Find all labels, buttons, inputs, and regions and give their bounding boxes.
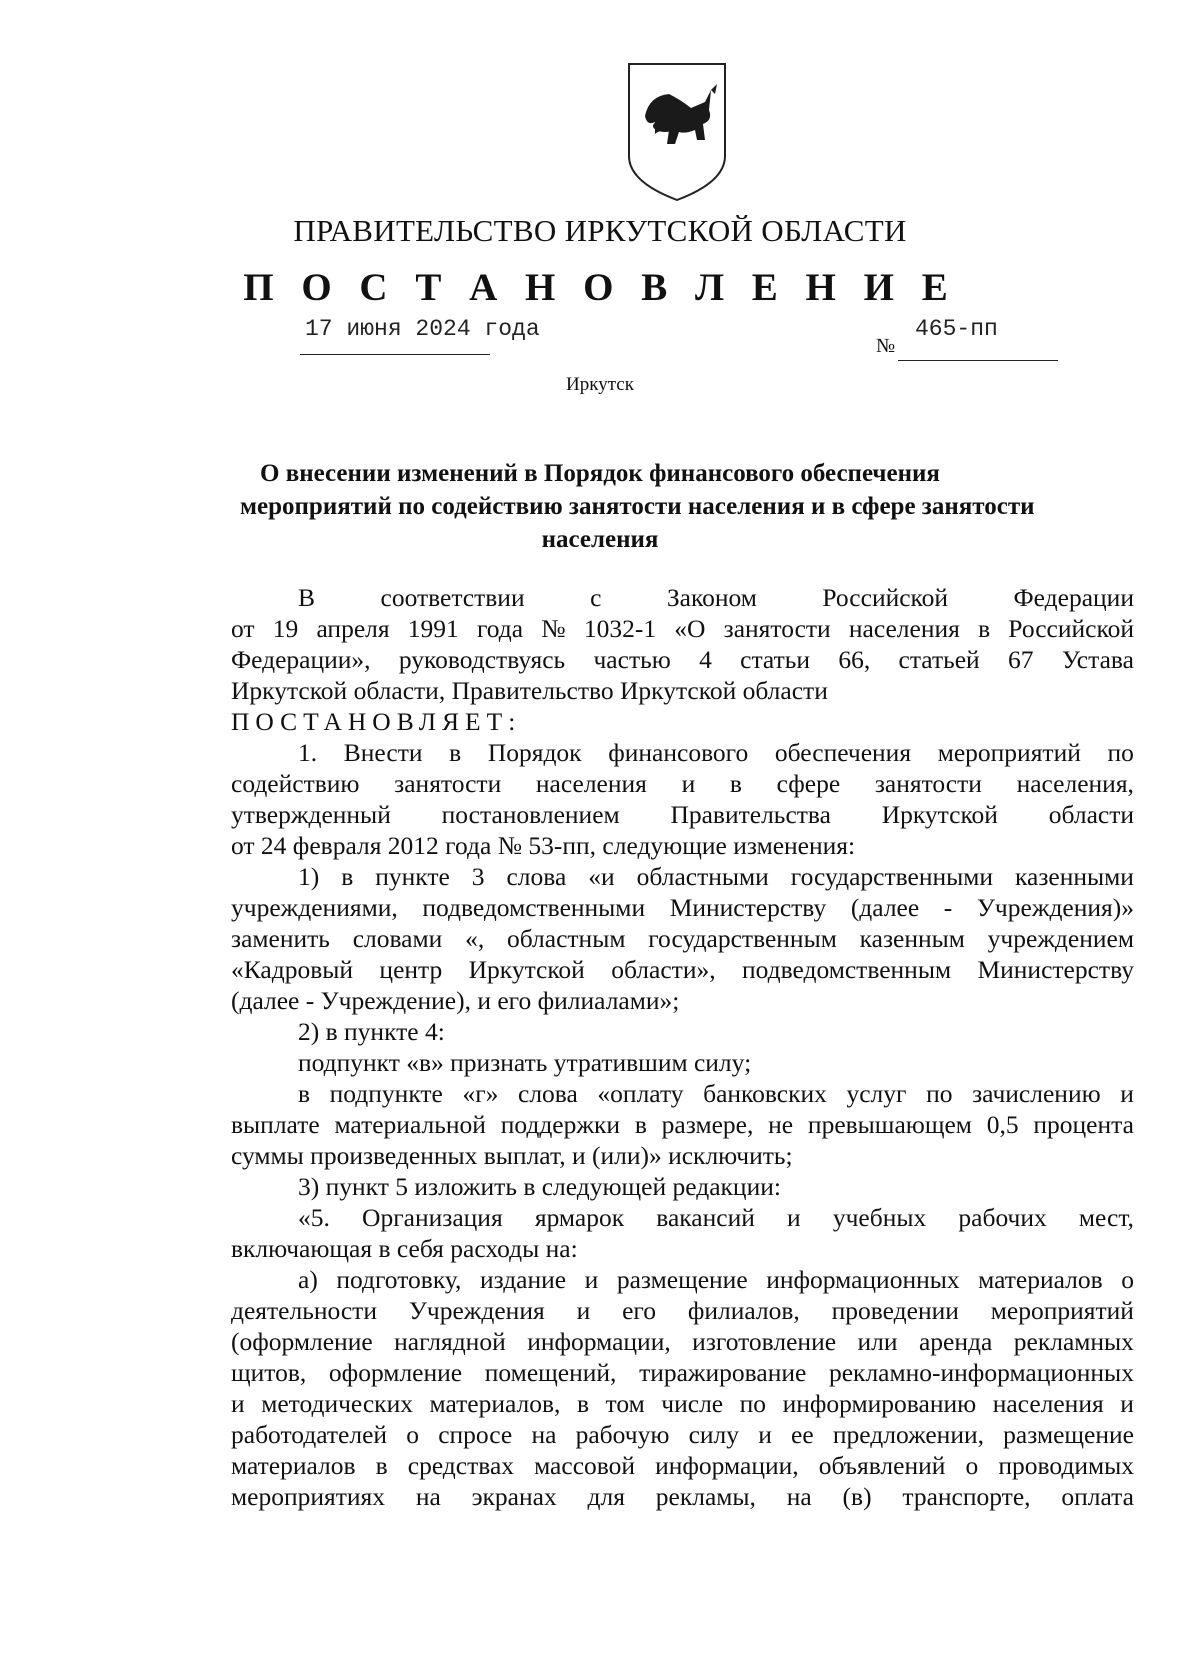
document-type: П О С Т А Н О В Л Е Н И Е <box>243 266 957 309</box>
body-word: предложении, <box>832 1420 984 1449</box>
body-word: Устава <box>1061 645 1134 674</box>
document-number: 465-пп <box>915 316 998 342</box>
body-word: материалов <box>231 1451 356 1480</box>
body-word: рабочих <box>958 1203 1047 1232</box>
body-word: превышающем <box>807 1110 972 1139</box>
body-word: мероприятиях <box>231 1482 385 1511</box>
body-word: ее <box>791 1420 814 1449</box>
body-word: словами <box>352 924 443 953</box>
body-word: мероприятий <box>990 1296 1134 1325</box>
body-word: пункте <box>375 862 450 891</box>
body-word: силу <box>688 1420 740 1449</box>
body-word: (далее - Учреждение), и его филиалами»; <box>231 986 680 1015</box>
body-word: оплата <box>1061 1482 1134 1511</box>
body-line <box>231 1202 1134 1233</box>
body-word: помещений, <box>484 1358 617 1387</box>
body-word: слова <box>518 1079 578 1108</box>
body-word: 2) в пункте 4: <box>298 1017 445 1046</box>
body-word: поддержки <box>500 1110 621 1139</box>
body-word: «, <box>465 924 485 953</box>
body-word: о <box>965 1451 979 1480</box>
body-word: о <box>406 1420 420 1449</box>
body-line <box>231 892 1134 923</box>
body-line <box>231 1078 1134 1109</box>
body-word: Министерству <box>669 893 827 922</box>
body-word: 3 <box>471 862 485 891</box>
body-line <box>231 1357 1134 1388</box>
document-date: 17 июня 2024 года <box>305 316 540 342</box>
body-word: филиалов, <box>687 1296 800 1325</box>
body-word: сфере <box>776 769 841 798</box>
body-word: Министерству <box>977 955 1134 984</box>
body-word: информационных <box>766 1265 960 1294</box>
body-line <box>231 954 1134 985</box>
body-word: в <box>341 862 354 891</box>
body-word: слова <box>506 862 567 891</box>
body-word: «О <box>674 614 706 643</box>
body-word: проводимых <box>998 1451 1134 1480</box>
body-line <box>231 1419 1134 1450</box>
body-word: 1032-1 <box>583 614 657 643</box>
body-word: объявлений <box>818 1451 946 1480</box>
body-word: издание <box>479 1265 567 1294</box>
body-word: - <box>943 893 953 922</box>
body-word: рекламно-информационных <box>828 1358 1134 1387</box>
body-word: тиражирование <box>639 1358 807 1387</box>
body-word: по <box>1107 738 1134 767</box>
body-word: на <box>415 1482 441 1511</box>
body-word: «5. <box>298 1203 330 1232</box>
number-underline <box>898 360 1058 361</box>
body-word: областными <box>636 862 769 891</box>
body-word: казенными <box>1015 862 1134 891</box>
body-word: рекламы, <box>655 1482 756 1511</box>
body-word: транспорте, <box>902 1482 1031 1511</box>
body-word: населения <box>535 769 647 798</box>
body-word: Иркутской <box>468 955 585 984</box>
body-word: подпункте <box>329 1079 443 1108</box>
body-word: или <box>857 1327 898 1356</box>
number-sign: № <box>876 335 896 357</box>
body-line <box>231 799 1134 830</box>
body-word: размещение <box>1003 1420 1134 1449</box>
body-word: подготовку, <box>336 1265 462 1294</box>
body-word: учебных <box>832 1203 927 1232</box>
body-word: том <box>605 1389 645 1418</box>
body-word: числе <box>661 1389 724 1418</box>
body-word: рекламных <box>1013 1327 1134 1356</box>
body-word: в <box>449 738 462 767</box>
body-word: и <box>584 1265 599 1294</box>
body-word: финансового <box>608 738 749 767</box>
body-word: «Кадровый <box>231 955 354 984</box>
body-word: его <box>622 1296 656 1325</box>
body-word: казенным <box>859 924 965 953</box>
body-line <box>231 923 1134 954</box>
body-word: с <box>590 583 602 612</box>
body-word: центр <box>379 955 443 984</box>
title-line: мероприятий по содействию занятости населения и в сфере занятости <box>240 493 1035 520</box>
body-word: массовой <box>534 1451 636 1480</box>
body-word: Российской <box>1008 614 1134 643</box>
body-word: населения <box>848 614 960 643</box>
body-word: областным <box>506 924 626 953</box>
body-word: в <box>634 1110 647 1139</box>
body-word: и <box>1120 1079 1134 1108</box>
body-word: и <box>681 769 696 798</box>
body-word: «оплату <box>597 1079 684 1108</box>
body-word: Федерации <box>1013 583 1134 612</box>
body-word: Иркутской <box>881 800 998 829</box>
body-word: подпункт «в» признать утратившим силу; <box>298 1048 752 1077</box>
body-word: области <box>1048 800 1134 829</box>
body-line <box>231 768 1134 799</box>
body-word: (оформление <box>231 1327 373 1356</box>
body-word: и <box>231 1389 245 1418</box>
body-line <box>231 737 1134 768</box>
body-word: в <box>729 769 742 798</box>
body-line <box>231 1481 1134 1512</box>
body-line <box>231 613 1134 644</box>
body-word: в <box>978 614 991 643</box>
body-line <box>231 1047 1134 1078</box>
body-line <box>231 1140 1134 1171</box>
body-word: 3) пункт 5 изложить в следующей редакции: <box>298 1172 781 1201</box>
body-word: 4 <box>699 645 712 674</box>
body-word: аренда <box>918 1327 993 1356</box>
body-word: и <box>787 1203 801 1232</box>
body-word: Российской <box>822 583 949 612</box>
body-word: на <box>531 1420 557 1449</box>
body-word: Иркутской области, Правительство Иркутской области <box>231 676 828 705</box>
body-word: размере, <box>661 1110 754 1139</box>
body-word: в <box>298 1079 311 1108</box>
body-word: государственным <box>648 924 837 953</box>
body-line <box>231 582 1134 613</box>
body-word: «и <box>588 862 615 891</box>
body-word: занятости <box>874 769 982 798</box>
body-line <box>231 830 1134 861</box>
body-line <box>231 1233 1134 1264</box>
body-word: населения, <box>1016 769 1134 798</box>
body-word: по <box>739 1389 767 1418</box>
body-word: вакансий <box>656 1203 755 1232</box>
city: Иркутск <box>566 374 634 395</box>
body-word: учреждениями, <box>231 893 398 922</box>
body-word: не <box>768 1110 794 1139</box>
body-line <box>231 1295 1134 1326</box>
body-word: 1. <box>298 738 318 767</box>
body-word: ПОСТАНОВЛЯЕТ: <box>231 707 522 736</box>
body-word: 66, <box>838 645 871 674</box>
body-line <box>231 861 1134 892</box>
body-word: экранах <box>471 1482 557 1511</box>
body-word: 1) <box>298 862 320 891</box>
body-word: информации, <box>527 1327 671 1356</box>
body-word: о <box>1121 1265 1134 1294</box>
body-word: Порядок <box>487 738 582 767</box>
body-word: методических <box>261 1389 413 1418</box>
body-word: спросе <box>438 1420 513 1449</box>
body-word: подведомственными <box>422 893 646 922</box>
body-word: утвержденный <box>231 800 391 829</box>
body-word: от <box>231 614 255 643</box>
body-word: и <box>576 1296 591 1325</box>
body-line <box>231 675 1134 706</box>
body-word: заменить <box>231 924 330 953</box>
body-word: № <box>541 614 566 643</box>
body-word: (далее <box>850 893 920 922</box>
body-word: в <box>375 1451 388 1480</box>
document-body <box>231 582 1134 1512</box>
body-word: рабочую <box>575 1420 670 1449</box>
body-line <box>231 985 1134 1016</box>
body-word: 0,5 <box>986 1110 1019 1139</box>
body-word: обеспечения <box>774 738 912 767</box>
body-word: В <box>298 583 316 612</box>
body-word: 67 <box>1008 645 1034 674</box>
body-word: изготовление <box>692 1327 837 1356</box>
body-word: зачислению <box>972 1079 1101 1108</box>
body-word: ярмарок <box>534 1203 625 1232</box>
body-word: мероприятий <box>937 738 1081 767</box>
body-word: содействию <box>231 769 360 798</box>
body-word: и <box>1120 1389 1134 1418</box>
body-word: 19 <box>272 614 299 643</box>
body-word: процента <box>1033 1110 1134 1139</box>
body-word: государственными <box>790 862 994 891</box>
title-line: О внесении изменений в Порядок финансового обеспечения <box>260 460 940 487</box>
body-word: Правительства <box>670 800 831 829</box>
date-underline <box>300 354 490 355</box>
body-word: Внести <box>343 738 423 767</box>
body-word: работодателей <box>231 1420 388 1449</box>
body-line <box>231 1450 1134 1481</box>
body-word: (в) <box>842 1482 872 1511</box>
body-word: и <box>758 1420 772 1449</box>
body-word: учреждением <box>987 924 1134 953</box>
body-line <box>231 1388 1134 1419</box>
body-word: занятости <box>723 614 831 643</box>
body-line <box>231 1016 1134 1047</box>
body-word: по <box>926 1079 953 1108</box>
body-word: суммы произведенных выплат, и (или)» исключить; <box>231 1141 793 1170</box>
body-word: средствах <box>407 1451 515 1480</box>
body-line <box>231 706 1134 737</box>
body-word: для <box>587 1482 625 1511</box>
body-line <box>231 644 1134 675</box>
body-word: а) <box>298 1265 318 1294</box>
coat-of-arms-icon <box>625 60 729 202</box>
body-word: банковских <box>703 1079 827 1108</box>
organization-name: ПРАВИТЕЛЬСТВО ИРКУТСКОЙ ОБЛАСТИ <box>293 213 907 248</box>
body-word: наглядной <box>394 1327 506 1356</box>
body-word: 1991 <box>407 614 459 643</box>
body-word: частью <box>593 645 671 674</box>
body-word: «г» <box>462 1079 499 1108</box>
body-word: материалов <box>978 1265 1103 1294</box>
body-word: включающая в себя расходы на: <box>231 1234 578 1263</box>
body-word: услуг <box>846 1079 907 1108</box>
body-word: материалов, <box>429 1389 561 1418</box>
body-word: мест, <box>1078 1203 1134 1232</box>
body-word: от 24 февраля 2012 года № 53-пп, следующие изменения: <box>231 831 856 860</box>
body-word: подведомственным <box>741 955 952 984</box>
body-word: постановлением <box>441 800 620 829</box>
body-word: информации, <box>655 1451 799 1480</box>
body-word: статьи <box>740 645 811 674</box>
body-line <box>231 1264 1134 1295</box>
body-word: материальной <box>334 1110 486 1139</box>
body-word: деятельности <box>231 1296 377 1325</box>
body-word: Учреждения)» <box>976 893 1134 922</box>
body-word: информированию <box>782 1389 977 1418</box>
body-line <box>231 1171 1134 1202</box>
body-word: статьей <box>898 645 980 674</box>
body-line <box>231 1109 1134 1140</box>
body-word: населения <box>992 1389 1104 1418</box>
body-word: щитов, <box>231 1358 307 1387</box>
body-word: области», <box>611 955 716 984</box>
body-word: в <box>576 1389 589 1418</box>
body-word: размещение <box>616 1265 748 1294</box>
body-word: проведении <box>831 1296 959 1325</box>
body-word: занятости <box>394 769 502 798</box>
body-word: Законом <box>666 583 757 612</box>
body-word: соответствии <box>380 583 525 612</box>
body-word: года <box>476 614 524 643</box>
title-line: населения <box>541 526 659 553</box>
body-word: апреля <box>316 614 390 643</box>
body-line <box>231 1326 1134 1357</box>
body-word: Федерации», <box>231 645 371 674</box>
body-word: Учреждения <box>408 1296 545 1325</box>
document-title <box>240 457 1035 556</box>
body-word: на <box>786 1482 812 1511</box>
body-word: оформление <box>328 1358 463 1387</box>
body-word: выплате <box>231 1110 320 1139</box>
body-word: Организация <box>362 1203 503 1232</box>
body-word: руководствуясь <box>398 645 566 674</box>
